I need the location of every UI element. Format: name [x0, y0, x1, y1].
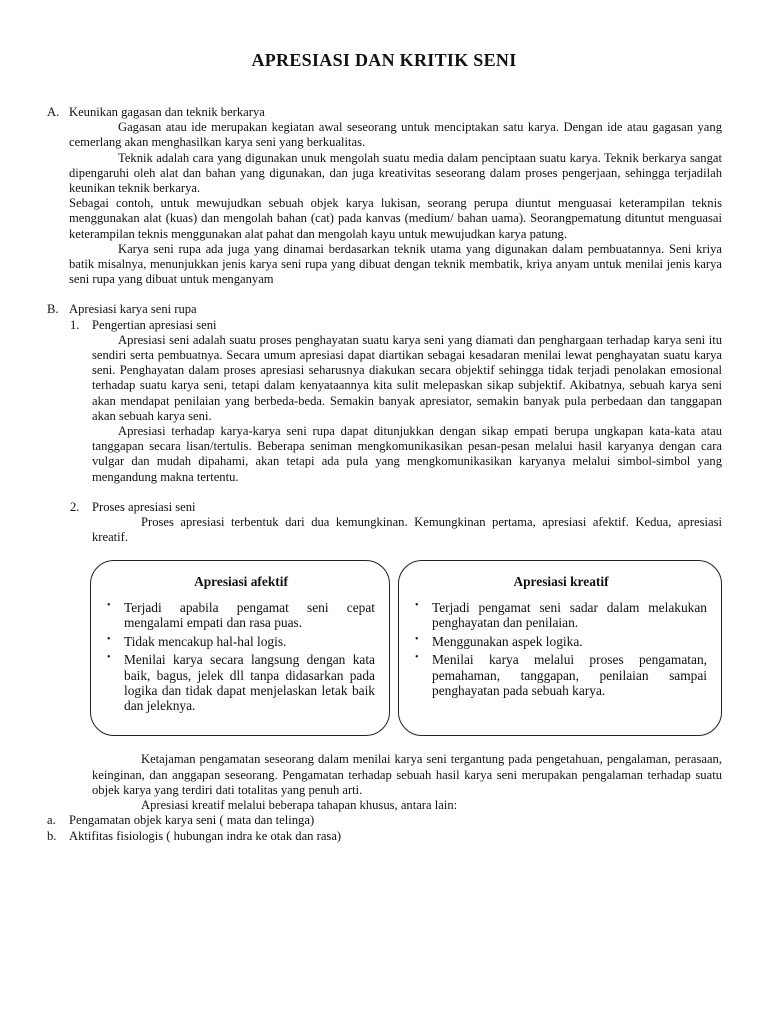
list-item: • Tidak mencakup hal-hal logis.: [107, 633, 287, 649]
subsection-1-title: Pengertian apresiasi seni: [92, 317, 217, 332]
subsection-1-paragraph: Apresiasi seni adalah suatu proses penghayatan suatu karya seni yang diamati dan penghargaan terhadap karya seni itu sendiri serta pembuatnya. Secara umum apresiasi dapat diartikan sebagai kesadaran menilai lewat penghayatan suatu karya seni. Penghayatan dalam proses apresiasi seharusnya diakukan secara objektif sehingga tidak terjadi penolakan emosional terhadap suatu karya seni, tetapi dalam kenyataannya kita sulit melepaskan sikap subjektif. Akibatnya, sebuah karya seni akan mendapat penilaian yang berbeda-beda. Semakin banyak apresiator, semakin banyak pula perbedaan dan tanggapan akan sebuah karya seni.: [92, 332, 722, 423]
subsection-2-marker: 2.: [70, 499, 80, 514]
stage-marker-b: b.: [47, 828, 57, 843]
closing-paragraph: Apresiasi kreatif melalui beberapa tahapan khusus, antara lain:: [141, 798, 458, 813]
list-item: • Menilai karya melalui proses pengamatan, pemahaman, tanggapan, penilaian sampai penghayatan pada sebuah karya.: [415, 652, 707, 698]
afektif-box: [90, 560, 390, 736]
afektif-box-title: Apresiasi afektif: [194, 574, 288, 590]
section-a-paragraph: Teknik adalah cara yang digunakan unuk mengolah suatu media dalam penciptaan suatu karya. Teknik berkarya sangat dipengaruhi oleh alat dan bahan yang digunakan, dan juga kreativitas seseorang dalam proses pengerjaan, sehingga terjadilah keunikan teknik berkarya.: [69, 150, 722, 196]
subsection-2-title: Proses apresiasi seni: [92, 499, 196, 514]
afektif-list: [107, 600, 375, 714]
section-b-title: Apresiasi karya seni rupa: [69, 302, 197, 317]
bullet-icon: •: [415, 633, 419, 645]
stage-marker-a: a.: [47, 813, 56, 828]
stage-item-b: [46, 829, 722, 844]
appreciation-comparison: [46, 560, 722, 752]
subsection-1-paragraph: Apresiasi terhadap karya-karya seni rupa dapat ditunjukkan dengan sikap empati berupa ungkapan kata-kata atau tanggapan secara lisan/tertulis. Beberapa seniman mengkomunikasikan pesan-pesan melalui hasil karyanya dengan cara vulgar dan mudah dipahami, akan tetapi ada pula yang mengkomunikasikan karyanya melalui simbol-simbol yang mengandung makna tertentu.: [92, 424, 722, 484]
section-a-title: Keunikan gagasan dan teknik berkarya: [69, 105, 265, 119]
list-item: • Terjadi apabila pengamat seni cepat mengalami empati dan rasa puas.: [107, 599, 375, 631]
document-body: [46, 105, 722, 844]
list-item: • Terjadi pengamat seni sadar dalam melakukan penghayatan dan penilaian.: [415, 599, 707, 631]
subsection-2-heading: [46, 500, 722, 515]
list-item: • Menilai karya secara langsung dengan kata baik, bagus, jelek dll tanpa didasarkan pada logika dan tidak dapat menjelaskan letak baik dan jeleknya.: [107, 652, 375, 714]
bullet-icon: •: [107, 599, 111, 611]
kreatif-box-title: Apresiasi kreatif: [513, 574, 609, 590]
list-item: • Menggunakan aspek logika.: [415, 633, 583, 649]
section-a-heading: [46, 105, 722, 120]
document-title: APRESIASI DAN KRITIK SENI: [251, 50, 517, 70]
bullet-icon: •: [107, 633, 111, 645]
section-b-heading: [46, 302, 722, 317]
subsection-1-heading: [46, 318, 722, 333]
section-a-paragraph: Gagasan atau ide merupakan kegiatan awal seseorang untuk menciptakan satu karya. Dengan ide atau gagasan yang cemerlang akan menghasilkan karya seni yang berkualitas.: [69, 120, 722, 150]
bullet-icon: •: [415, 599, 419, 611]
kreatif-box: [398, 560, 722, 736]
bullet-icon: •: [415, 652, 419, 664]
section-b-marker: B.: [47, 302, 59, 317]
closing-paragraph: Ketajaman pengamatan seseorang dalam menilai karya seni tergantung pada pengetahuan, pengalaman, perasaan, keinginan, dan anggapan seseorang. Pengamatan terhadap sebuah hasil karya seni merupakan pengalaman terhadap suatu objek karya yang terdiri dati totalitas yang penuh arti.: [92, 752, 722, 797]
section-a-marker: A.: [47, 105, 60, 119]
stage-item-a: [46, 813, 722, 828]
subsection-2-paragraph: Proses apresiasi terbentuk dari dua kemungkinan. Kemungkinan pertama, apresiasi afektif. Kedua, apresiasi kreatif.: [92, 515, 722, 545]
stage-text-b: Aktifitas fisiologis ( hubungan indra ke otak dan rasa): [69, 828, 342, 843]
subsection-1-marker: 1.: [70, 317, 80, 332]
section-a-paragraph: Sebagai contoh, untuk mewujudkan sebuah objek karya lukisan, seorang perupa diuntut menguasai keterampilan teknis menggunakan alat (kuas) dan mengolah bahan (cat) pada kanvas (medium/ bahan uama). Seorangpematung dituntut menguasai keterampilan teknis menggunakan alat pahat dan mengolah kayu untuk mewujudkan karya patung.: [69, 196, 722, 241]
section-a-paragraph: Karya seni rupa ada juga yang dinamai berdasarkan teknik utama yang digunakan dalam pembuatannya. Seni kriya batik misalnya, menunjukkan jenis karya seni rupa yang dibuat dengan teknik membatik, kriya anyam untuk menilai jenis karya seni rupa yang dibuat untuk menganyam: [69, 241, 722, 287]
stage-text-a: Pengamatan objek karya seni ( mata dan telinga): [69, 813, 315, 828]
kreatif-list: [415, 600, 707, 698]
bullet-icon: •: [107, 652, 111, 664]
